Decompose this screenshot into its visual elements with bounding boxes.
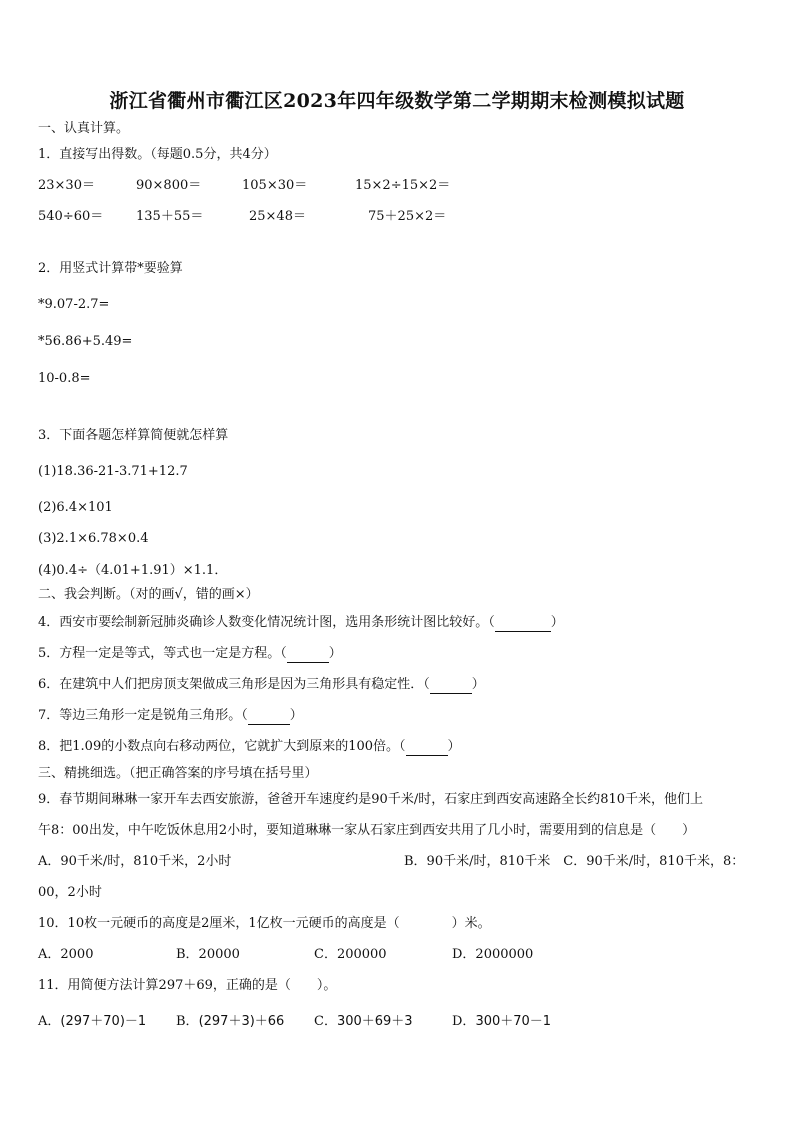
option-b[interactable] bbox=[176, 1014, 284, 1030]
option-label: D． bbox=[452, 1014, 476, 1029]
calc-item: 23×30＝ bbox=[38, 178, 95, 193]
answer-blank[interactable] bbox=[406, 739, 448, 756]
option-label: B． bbox=[176, 1014, 199, 1029]
option-label: A． bbox=[38, 1014, 61, 1029]
answer-blank[interactable] bbox=[248, 708, 290, 725]
simplify-item: (2)6.4×101 bbox=[38, 500, 113, 515]
option-d[interactable] bbox=[452, 1014, 551, 1030]
vertical-calc-item: *9.07-2.7= bbox=[38, 297, 110, 312]
judge-text: 4．西安市要绘制新冠肺炎确诊人数变化情况统计图，选用条形统计图比较好。（ bbox=[38, 615, 495, 630]
judge-item bbox=[38, 739, 461, 756]
judge-close: ） bbox=[550, 615, 564, 630]
option-expression: (297＋70)－1 bbox=[60, 1014, 147, 1029]
option-a[interactable]: A．2000 bbox=[38, 947, 94, 962]
calc-item: 15×2÷15×2＝ bbox=[355, 178, 451, 193]
option-expression: 300＋69＋3 bbox=[336, 1014, 413, 1029]
option-a[interactable]: A．90千米/时，810千米，2小时 bbox=[38, 854, 232, 869]
question-9-line-4: 00，2小时 bbox=[38, 885, 102, 900]
option-c[interactable]: C．200000 bbox=[314, 947, 387, 962]
calc-item: 135＋55＝ bbox=[136, 209, 204, 224]
question-1: 1．直接写出得数。（每题0.5分，共4分） bbox=[38, 147, 277, 162]
option-d[interactable]: D．2000000 bbox=[452, 947, 534, 962]
option-a[interactable] bbox=[38, 1014, 146, 1030]
question-2: 2．用竖式计算带*要验算 bbox=[38, 261, 183, 276]
calc-item: 75＋25×2＝ bbox=[368, 209, 447, 224]
section-2-heading: 二、我会判断。（对的画√，错的画×） bbox=[38, 587, 259, 602]
question-9-line-2: 午8：00出发，中午吃饭休息用2小时，要知道琳琳一家从石家庄到西安共用了几小时，需要用到的信息是（ ） bbox=[38, 823, 696, 838]
calc-item: 90×800＝ bbox=[136, 178, 202, 193]
judge-close: ） bbox=[289, 708, 303, 723]
judge-text: 5．方程一定是等式，等式也一定是方程。（ bbox=[38, 646, 287, 661]
option-expression: (297＋3)＋66 bbox=[198, 1014, 285, 1029]
answer-blank[interactable] bbox=[495, 615, 551, 632]
question-11: 11．用简便方法计算297＋69，正确的是（ ）。 bbox=[38, 978, 337, 993]
vertical-calc-item: *56.86+5.49= bbox=[38, 334, 133, 349]
simplify-item: (3)2.1×6.78×0.4 bbox=[38, 531, 149, 546]
calc-item: 540÷60＝ bbox=[38, 209, 104, 224]
page-title: 浙江省衢州市衢江区2023年四年级数学第二学期期末检测模拟试题 bbox=[109, 90, 685, 112]
judge-close: ） bbox=[447, 739, 461, 754]
judge-close: ） bbox=[328, 646, 342, 661]
judge-text: 6．在建筑中人们把房顶支架做成三角形是因为三角形具有稳定性．（ bbox=[38, 677, 430, 692]
option-c[interactable] bbox=[314, 1014, 413, 1030]
option-b[interactable]: B．20000 bbox=[176, 947, 240, 962]
question-3: 3．下面各题怎样算简便就怎样算 bbox=[38, 428, 229, 443]
calc-item: 105×30＝ bbox=[242, 178, 308, 193]
option-b-c[interactable]: B．90千米/时，810千米 C．90千米/时，810千米，8： bbox=[404, 854, 745, 869]
simplify-item: (4)0.4÷（4.01+1.91）×1.1． bbox=[38, 563, 228, 578]
judge-text: 8．把1.09的小数点向右移动两位，它就扩大到原来的100倍。（ bbox=[38, 739, 406, 754]
vertical-calc-item: 10-0.8= bbox=[38, 371, 91, 386]
simplify-item: (1)18.36-21-3.71+12.7 bbox=[38, 464, 188, 479]
question-10: 10．10枚一元硬币的高度是2厘米，1亿枚一元硬币的高度是（ ）米。 bbox=[38, 916, 491, 931]
option-label: C． bbox=[314, 1014, 337, 1029]
question-9-line-1: 9．春节期间琳琳一家开车去西安旅游，爸爸开车速度约是90千米/时，石家庄到西安高速路全长约810千米，他们上 bbox=[38, 792, 704, 807]
calc-item: 25×48＝ bbox=[249, 209, 306, 224]
judge-close: ） bbox=[471, 677, 485, 692]
judge-item bbox=[38, 615, 564, 632]
judge-item bbox=[38, 646, 342, 663]
judge-text: 7．等边三角形一定是锐角三角形。（ bbox=[38, 708, 248, 723]
judge-item bbox=[38, 708, 303, 725]
section-3-heading: 三、精挑细选。（把正确答案的序号填在括号里） bbox=[38, 766, 318, 781]
answer-blank[interactable] bbox=[287, 646, 329, 663]
option-expression: 300＋70－1 bbox=[475, 1014, 552, 1029]
section-1-heading: 一、认真计算。 bbox=[38, 121, 130, 136]
judge-item bbox=[38, 677, 485, 694]
answer-blank[interactable] bbox=[430, 677, 472, 694]
